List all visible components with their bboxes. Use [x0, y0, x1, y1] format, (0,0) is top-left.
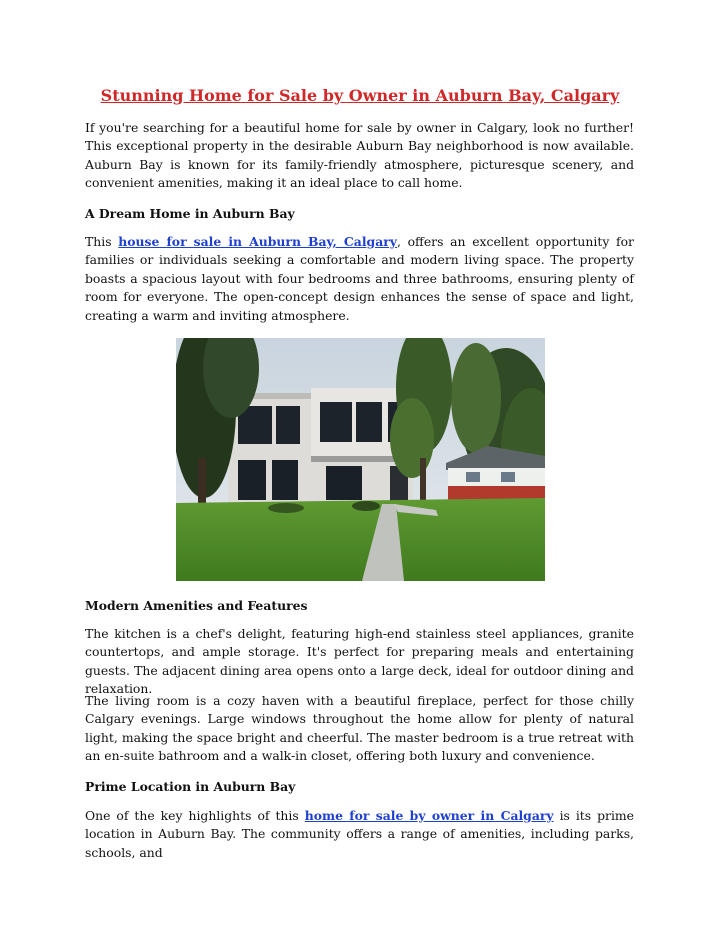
section-heading-location: Prime Location in Auburn Bay [85, 779, 296, 794]
amenities-paragraph-2: The living room is a cozy haven with a beautiful fireplace, perfect for those chilly Calgary evenings. Large windows throughout the home allow for plenty of natural light, making the space bright and cheerful. The master bedroom is a true retreat with an en-suite bathroom and a walk-in closet, offering both luxury and convenience. [85, 693, 634, 764]
amenities-paragraph-1: The kitchen is a chef's delight, featuring high-end stainless steel appliances, granite countertops, and ample storage. It's perfect for preparing meals and entertaining guests. The adjacent dining area opens onto a large deck, ideal for outdoor dining and relaxation. [85, 626, 634, 697]
dream-home-text-start: This [85, 234, 119, 249]
home-for-sale-by-owner-link[interactable]: home for sale by owner in Calgary [304, 808, 554, 823]
page-title: Stunning Home for Sale by Owner in Auburn Bay, Calgary [100, 86, 620, 105]
location-text-start: One of the key highlights of this [85, 808, 305, 823]
dream-home-paragraph [85, 233, 634, 325]
house-photo [176, 338, 545, 581]
dream-home-text-end: , offers an excellent opportunity for families or individuals seeking a comfortable and modern living space. The property boasts a spacious layout with four bedrooms and three bathrooms, ensuring plenty of room for everyone. The open-concept design enhances the sense of space and light, creating a warm and inviting atmosphere. [85, 234, 634, 323]
location-paragraph [85, 807, 634, 862]
section-heading-amenities: Modern Amenities and Features [85, 598, 308, 613]
house-for-sale-link[interactable]: house for sale in Auburn Bay, Calgary [118, 234, 397, 249]
section-heading-dream-home: A Dream Home in Auburn Bay [85, 206, 295, 221]
intro-paragraph: If you're searching for a beautiful home for sale by owner in Calgary, look no further! This exceptional property in the desirable Auburn Bay neighborhood is now available. Auburn Bay is known for its family-friendly atmosphere, picturesque scenery, and convenient amenities, making it an ideal place to call home. [85, 120, 634, 191]
location-text-end: is its prime location in Auburn Bay. The community offers a range of amenities, including parks, schools, and [85, 808, 634, 860]
